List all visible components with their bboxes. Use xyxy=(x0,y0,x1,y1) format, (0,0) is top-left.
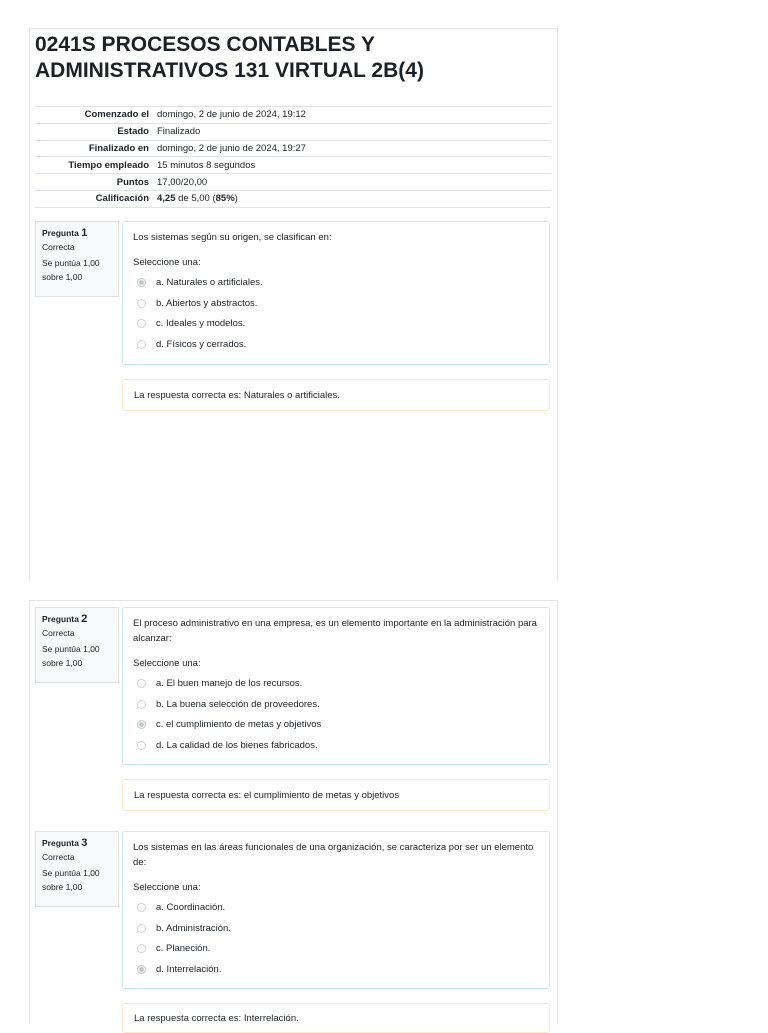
answer-option[interactable] xyxy=(133,313,539,334)
radio-button[interactable] xyxy=(137,340,146,349)
summary-value: Finalizado xyxy=(157,126,201,138)
answer-option[interactable] xyxy=(133,272,539,293)
answer-label: c. Planeción. xyxy=(156,943,211,955)
summary-value: domingo, 2 de junio de 2024, 19:12 xyxy=(157,109,306,121)
answer-option[interactable] xyxy=(133,293,539,314)
summary-row-finished xyxy=(35,140,551,157)
question-number xyxy=(42,836,112,850)
radio-button[interactable] xyxy=(137,700,146,709)
answer-option[interactable] xyxy=(133,714,539,735)
summary-label: Calificación xyxy=(95,193,149,205)
summary-label: Finalizado en xyxy=(88,142,149,154)
summary-label: Estado xyxy=(117,126,149,138)
answer-label: b. La buena selección de proveedores. xyxy=(156,698,320,710)
question-feedback xyxy=(122,379,550,411)
radio-button[interactable] xyxy=(137,965,146,974)
answer-option[interactable] xyxy=(133,735,539,756)
summary-row-grade xyxy=(35,190,551,207)
question-number xyxy=(42,612,112,626)
question-label: Pregunta xyxy=(42,614,79,624)
answer-label: c. el cumplimiento de metas y objetivos xyxy=(156,719,322,731)
question-state: Correcta xyxy=(42,628,75,638)
answer-option[interactable] xyxy=(133,694,539,715)
question-label: Pregunta xyxy=(42,838,79,848)
radio-button[interactable] xyxy=(137,720,146,729)
course-title: 0241S PROCESOS CONTABLES Y ADMINISTRATIVOS 131 VIRTUAL 2B(4) xyxy=(35,33,424,82)
attempt-summary-table xyxy=(35,106,551,208)
question-state: Correcta xyxy=(42,852,75,862)
radio-button[interactable] xyxy=(137,944,146,953)
question-state: Correcta xyxy=(42,242,75,252)
answer-option[interactable] xyxy=(133,673,539,694)
answer-prompt: Seleccione una: xyxy=(133,882,201,893)
answer-label: b. Administración. xyxy=(156,922,231,934)
summary-label: Comenzado el xyxy=(84,109,149,121)
question-formulation xyxy=(122,221,550,365)
right-answer-text: La respuesta correcta es: el cumplimiento de metas y objetivos xyxy=(134,789,400,801)
summary-row-state xyxy=(35,123,551,140)
question-number xyxy=(42,226,112,240)
radio-button[interactable] xyxy=(137,278,146,287)
summary-row-started xyxy=(35,107,551,124)
question-number-value: 3 xyxy=(81,837,88,849)
answer-label: d. La calidad de los bienes fabricados. xyxy=(156,739,318,751)
radio-button[interactable] xyxy=(137,679,146,688)
right-answer-text: La respuesta correcta es: Naturales o artificiales. xyxy=(134,389,340,401)
question-text: Los sistemas según su origen, se clasifican en: xyxy=(133,232,332,243)
grade-percent: 85% xyxy=(215,193,235,205)
answer-label: a. Coordinación. xyxy=(156,901,226,913)
question-feedback xyxy=(122,779,550,811)
answer-option[interactable] xyxy=(133,959,539,980)
radio-button[interactable] xyxy=(137,299,146,308)
answer-label: a. Naturales o artificiales. xyxy=(156,276,263,288)
question-formulation xyxy=(122,607,550,765)
summary-value: 15 minutos 8 segundos xyxy=(157,159,256,171)
answer-option[interactable] xyxy=(133,938,539,959)
answer-prompt: Seleccione una: xyxy=(133,257,201,268)
question-grade: Se puntúa 1,00 sobre 1,00 xyxy=(42,644,100,668)
question-info xyxy=(35,831,119,907)
answer-label: a. El buen manejo de los recursos. xyxy=(156,677,303,689)
summary-value xyxy=(154,190,551,207)
summary-row-marks xyxy=(35,174,551,191)
question-text: El proceso administrativo en una empresa, es un elemento importante en la administración para alcanzar: xyxy=(133,618,537,644)
radio-button[interactable] xyxy=(137,903,146,912)
summary-value: 17,00/20,00 xyxy=(157,176,208,188)
grade-value: 4,25 xyxy=(157,193,176,205)
right-answer-text: La respuesta correcta es: Interrelación. xyxy=(134,1012,299,1024)
question-grade: Se puntúa 1,00 sobre 1,00 xyxy=(42,868,100,892)
answer-label: d. Interrelación. xyxy=(156,963,222,975)
summary-row-time-taken xyxy=(35,157,551,174)
answer-label: c. Ideales y modelos. xyxy=(156,318,246,330)
radio-button[interactable] xyxy=(137,319,146,328)
question-feedback xyxy=(122,1003,550,1033)
answer-option[interactable] xyxy=(133,897,539,918)
answer-option[interactable] xyxy=(133,918,539,939)
grade-close: ) xyxy=(234,193,238,205)
question-number-value: 2 xyxy=(81,613,88,625)
question-formulation xyxy=(122,831,550,989)
question-info xyxy=(35,221,119,297)
question-info xyxy=(35,607,119,683)
question-number-value: 1 xyxy=(81,227,88,239)
summary-label: Tiempo empleado xyxy=(68,159,149,171)
answer-label: d. Físicos y cerrados. xyxy=(156,338,247,350)
radio-button[interactable] xyxy=(137,924,146,933)
page-gap xyxy=(0,581,768,600)
grade-max: de 5,00 ( xyxy=(175,193,216,205)
answer-prompt: Seleccione una: xyxy=(133,658,201,669)
question-text: Los sistemas en las áreas funcionales de una organización, se caracteriza por ser un elemento de: xyxy=(133,842,534,868)
answer-label: b. Abiertos y abstractos. xyxy=(156,297,258,309)
radio-button[interactable] xyxy=(137,741,146,750)
question-grade: Se puntúa 1,00 sobre 1,00 xyxy=(42,258,100,282)
question-label: Pregunta xyxy=(42,228,79,238)
answer-option[interactable] xyxy=(133,334,539,355)
summary-value: domingo, 2 de junio de 2024, 19:27 xyxy=(157,142,306,154)
summary-label: Puntos xyxy=(116,176,149,188)
